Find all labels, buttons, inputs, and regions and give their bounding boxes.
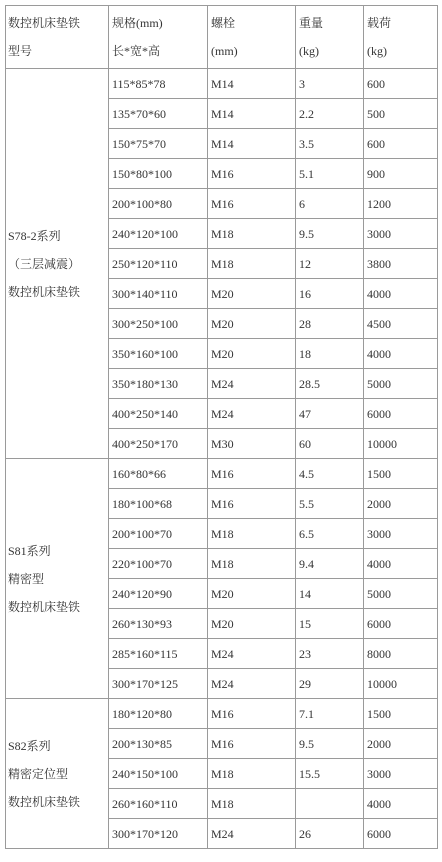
cell-load: 5000 [364, 369, 438, 399]
cell-load: 6000 [364, 819, 438, 849]
cell-spec: 300*170*120 [109, 819, 208, 849]
cell-load: 4000 [364, 339, 438, 369]
header-spec-line: 规格(mm) [112, 16, 163, 30]
cell-spec: 300*140*110 [109, 279, 208, 309]
series-label-line: 数控机床垫铁 [8, 284, 81, 299]
cell-load: 10000 [364, 669, 438, 699]
cell-load: 2000 [364, 729, 438, 759]
header-model [6, 6, 109, 69]
cell-bolt: M18 [208, 249, 296, 279]
series-label-line: （三层减震） [8, 256, 81, 271]
series-label-line: S81系列 [8, 543, 51, 558]
cell-bolt: M24 [208, 639, 296, 669]
cell-bolt: M18 [208, 759, 296, 789]
cell-weight: 15 [296, 609, 364, 639]
series-label-cell [6, 69, 109, 459]
cell-weight: 9.5 [296, 729, 364, 759]
cell-load: 900 [364, 159, 438, 189]
header-bolt-line: 螺栓 [211, 16, 236, 30]
header-load-line: (kg) [367, 44, 387, 58]
cell-weight: 3 [296, 69, 364, 99]
cell-spec: 240*120*90 [109, 579, 208, 609]
cell-weight: 47 [296, 399, 364, 429]
header-load-line: 载荷 [367, 16, 392, 30]
header-load [364, 6, 438, 69]
cell-bolt: M20 [208, 279, 296, 309]
cell-load: 2000 [364, 489, 438, 519]
table-row [6, 69, 438, 99]
cell-spec: 200*130*85 [109, 729, 208, 759]
header-bolt-line: (mm) [211, 44, 238, 58]
spec-table [5, 5, 438, 849]
cell-weight: 5.1 [296, 159, 364, 189]
cell-bolt: M14 [208, 129, 296, 159]
cell-load: 8000 [364, 639, 438, 669]
series-label-line: S82系列 [8, 738, 51, 753]
cell-weight: 2.2 [296, 99, 364, 129]
cell-load: 6000 [364, 399, 438, 429]
series-label-cell [6, 699, 109, 849]
cell-bolt: M18 [208, 519, 296, 549]
cell-bolt: M16 [208, 489, 296, 519]
cell-spec: 200*100*80 [109, 189, 208, 219]
cell-load: 3000 [364, 219, 438, 249]
cell-load: 6000 [364, 609, 438, 639]
cell-spec: 180*100*68 [109, 489, 208, 519]
cell-bolt: M16 [208, 729, 296, 759]
cell-weight: 4.5 [296, 459, 364, 489]
cell-spec: 200*100*70 [109, 519, 208, 549]
cell-weight: 26 [296, 819, 364, 849]
cell-spec: 250*120*110 [109, 249, 208, 279]
cell-spec: 180*120*80 [109, 699, 208, 729]
cell-load: 10000 [364, 429, 438, 459]
header-spec-line: 长*宽*高 [112, 44, 161, 58]
table-row [6, 459, 438, 489]
cell-weight: 3.5 [296, 129, 364, 159]
cell-spec: 160*80*66 [109, 459, 208, 489]
cell-bolt: M14 [208, 99, 296, 129]
cell-load: 4000 [364, 549, 438, 579]
cell-bolt: M16 [208, 699, 296, 729]
cell-spec: 260*160*110 [109, 789, 208, 819]
cell-bolt: M18 [208, 549, 296, 579]
cell-weight: 28 [296, 309, 364, 339]
cell-load: 4000 [364, 789, 438, 819]
cell-bolt: M20 [208, 609, 296, 639]
cell-bolt: M24 [208, 399, 296, 429]
cell-weight: 7.1 [296, 699, 364, 729]
cell-bolt: M24 [208, 819, 296, 849]
cell-load: 600 [364, 69, 438, 99]
header-model-line: 型号 [8, 44, 33, 58]
cell-weight: 16 [296, 279, 364, 309]
cell-spec: 400*250*140 [109, 399, 208, 429]
cell-weight: 9.5 [296, 219, 364, 249]
cell-load: 4500 [364, 309, 438, 339]
table-row [6, 699, 438, 729]
cell-bolt: M16 [208, 159, 296, 189]
cell-bolt: M24 [208, 669, 296, 699]
cell-load: 3000 [364, 519, 438, 549]
cell-bolt: M20 [208, 339, 296, 369]
header-spec [109, 6, 208, 69]
cell-spec: 350*160*100 [109, 339, 208, 369]
cell-load: 600 [364, 129, 438, 159]
cell-spec: 220*100*70 [109, 549, 208, 579]
cell-spec: 150*75*70 [109, 129, 208, 159]
cell-spec: 300*170*125 [109, 669, 208, 699]
cell-weight: 60 [296, 429, 364, 459]
cell-bolt: M16 [208, 189, 296, 219]
cell-load: 1200 [364, 189, 438, 219]
header-weight-line: 重量 [299, 16, 324, 30]
table-header [6, 6, 438, 69]
table-body [6, 69, 438, 849]
cell-weight: 23 [296, 639, 364, 669]
cell-weight: 15.5 [296, 759, 364, 789]
header-weight [296, 6, 364, 69]
cell-bolt: M18 [208, 789, 296, 819]
cell-load: 500 [364, 99, 438, 129]
cell-weight: 12 [296, 249, 364, 279]
cell-weight: 6 [296, 189, 364, 219]
cell-weight: 29 [296, 669, 364, 699]
cell-weight: 6.5 [296, 519, 364, 549]
series-label-cell [6, 459, 109, 699]
series-label-line: 精密定位型 [8, 766, 69, 781]
header-model-line: 数控机床垫铁 [8, 16, 81, 30]
cell-bolt: M30 [208, 429, 296, 459]
cell-bolt: M24 [208, 369, 296, 399]
header-weight-line: (kg) [299, 44, 319, 58]
header-bolt [208, 6, 296, 69]
cell-bolt: M16 [208, 459, 296, 489]
cell-weight: 9.4 [296, 549, 364, 579]
cell-weight: 18 [296, 339, 364, 369]
cell-load: 4000 [364, 279, 438, 309]
cell-spec: 115*85*78 [109, 69, 208, 99]
cell-spec: 400*250*170 [109, 429, 208, 459]
series-label-line: 数控机床垫铁 [8, 794, 81, 809]
series-label-line: S78-2系列 [8, 228, 61, 243]
cell-spec: 240*120*100 [109, 219, 208, 249]
cell-load: 1500 [364, 699, 438, 729]
cell-spec: 135*70*60 [109, 99, 208, 129]
cell-weight: 5.5 [296, 489, 364, 519]
cell-load: 3000 [364, 759, 438, 789]
cell-load: 5000 [364, 579, 438, 609]
cell-spec: 260*130*93 [109, 609, 208, 639]
cell-load: 1500 [364, 459, 438, 489]
cell-load: 3800 [364, 249, 438, 279]
series-label-line: 数控机床垫铁 [8, 599, 81, 614]
cell-weight: 28.5 [296, 369, 364, 399]
cell-spec: 240*150*100 [109, 759, 208, 789]
cell-spec: 300*250*100 [109, 309, 208, 339]
cell-spec: 285*160*115 [109, 639, 208, 669]
cell-weight: 14 [296, 579, 364, 609]
header-row [6, 6, 438, 69]
cell-weight [296, 789, 364, 819]
cell-spec: 350*180*130 [109, 369, 208, 399]
cell-bolt: M14 [208, 69, 296, 99]
cell-spec: 150*80*100 [109, 159, 208, 189]
series-label-line: 精密型 [8, 571, 45, 586]
cell-bolt: M18 [208, 219, 296, 249]
cell-bolt: M20 [208, 309, 296, 339]
cell-bolt: M20 [208, 579, 296, 609]
